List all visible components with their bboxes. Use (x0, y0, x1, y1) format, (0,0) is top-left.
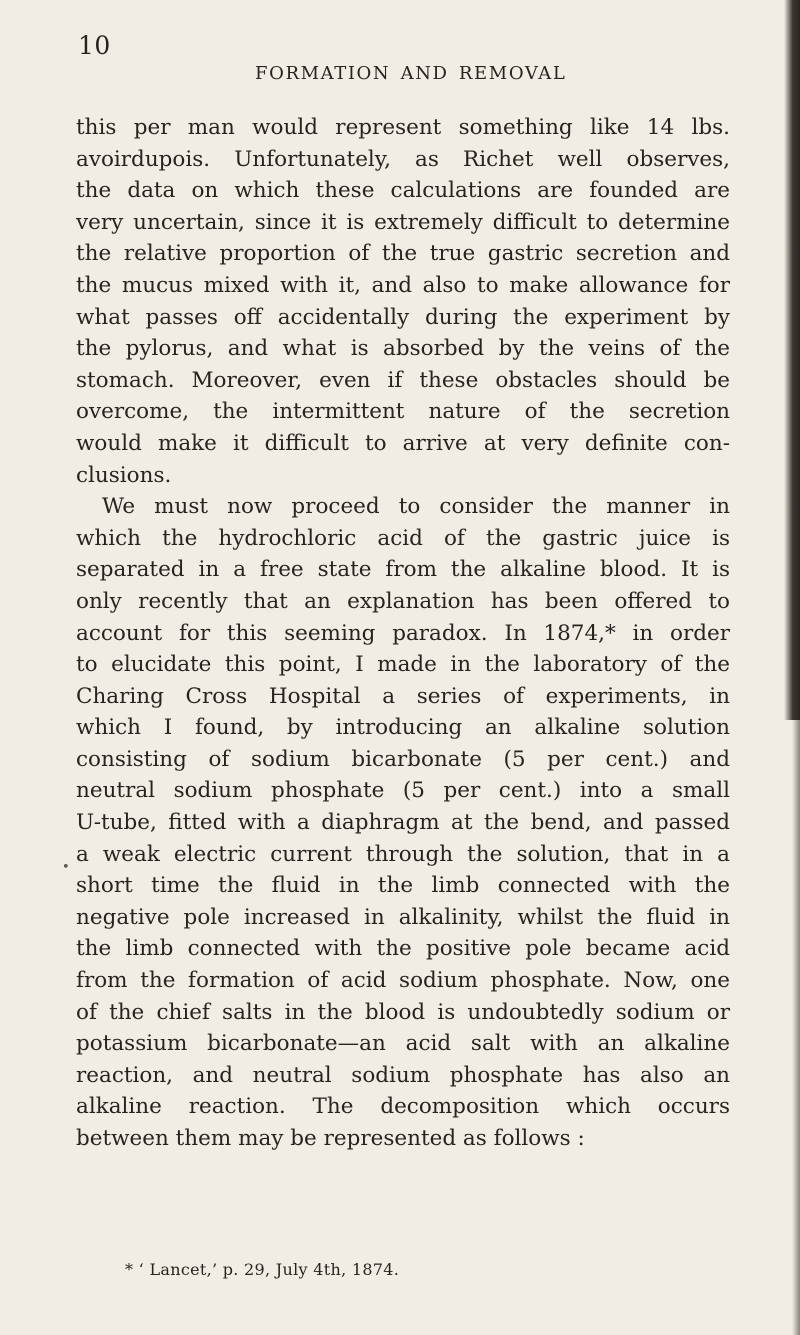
text-line: from the formation of acid sodium phosphate. Now, one (76, 968, 730, 994)
text-line: separated in a free state from the alkaline blood. It is (76, 557, 730, 583)
page-edge-shadow (784, 0, 800, 720)
body-text (76, 112, 730, 1155)
text-line: a weak electric current through the solution, that in a (76, 841, 730, 867)
text-line: which I found, by introducing an alkaline solution (76, 715, 730, 741)
text-line: Charing Cross Hospital a series of experiments, in (76, 683, 730, 709)
paragraph-start-line: We must now proceed to consider the manner in (102, 494, 730, 520)
text-line: between them may be represented as follows : (76, 1126, 585, 1151)
text-line: the mucus mixed with it, and also to make allowance for (76, 272, 730, 298)
text-line: this per man would represent something like 14 lbs. (76, 115, 730, 140)
text-line: consisting of sodium bicarbonate (5 per cent.) and (76, 746, 730, 772)
text-line: avoirdupois. Unfortunately, as Richet well observes, (76, 146, 730, 172)
text-line: the pylorus, and what is absorbed by the veins of the (76, 336, 730, 362)
text-line: negative pole increased in alkalinity, whilst the fluid in (76, 904, 730, 930)
text-line: short time the fluid in the limb connected with the (76, 873, 730, 899)
text-line: which the hydrochloric acid of the gastric juice is (76, 525, 730, 551)
text-line: to elucidate this point, I made in the laboratory of the (76, 652, 730, 678)
text-line: overcome, the intermittent nature of the secretion (76, 399, 730, 425)
text-line: would make it difficult to arrive at very definite con- (76, 430, 730, 456)
text-line: clusions. (76, 462, 172, 488)
text-line: very uncertain, since it is extremely difficult to determine (76, 209, 730, 235)
page-number: 10 (78, 31, 111, 60)
text-line: U-tube, fitted with a diaphragm at the bend, and passed (76, 810, 730, 836)
page-edge-shadow-lower (792, 720, 800, 1335)
running-head: FORMATION AND REMOVAL (255, 63, 567, 84)
text-line: the limb connected with the positive pole became acid (76, 936, 730, 962)
text-line: of the chief salts in the blood is undoubtedly sodium or (76, 999, 730, 1025)
text-line: the data on which these calculations are founded are (76, 178, 730, 204)
text-line: alkaline reaction. The decomposition which occurs (76, 1094, 730, 1120)
footnote: * ‘ Lancet,’ p. 29, July 4th, 1874. (125, 1260, 400, 1279)
text-line: potassium bicarbonate—an acid salt with an alkaline (76, 1031, 730, 1057)
text-line: the relative proportion of the true gastric secretion and (76, 241, 730, 267)
text-line: what passes off accidentally during the experiment by (76, 304, 730, 330)
text-line: neutral sodium phosphate (5 per cent.) into a small (76, 778, 730, 804)
text-line: only recently that an explanation has been offered to (76, 588, 730, 614)
text-line: reaction, and neutral sodium phosphate has also an (76, 1062, 730, 1088)
text-line: stomach. Moreover, even if these obstacles should be (76, 367, 730, 393)
text-line: account for this seeming paradox. In 1874,* in order (76, 620, 730, 646)
margin-mark: • (62, 860, 70, 875)
